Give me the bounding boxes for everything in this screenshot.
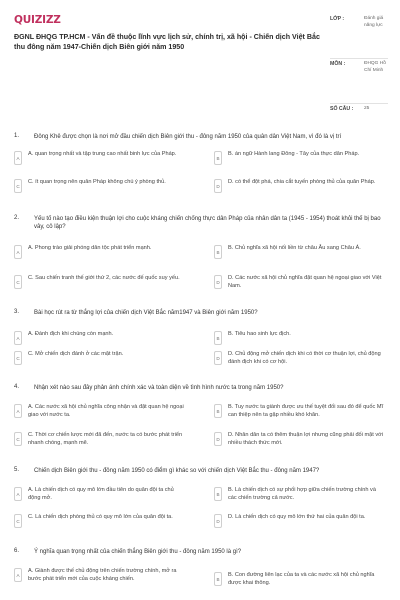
option-letter-box[interactable]: D	[214, 432, 222, 446]
meta-class-value: Đánh giá năng lực	[364, 16, 384, 28]
option-letter-box[interactable]: B	[214, 487, 222, 501]
option-letter-box[interactable]: A	[14, 487, 22, 501]
option-text: C. Mở chiến dịch đánh ở các mặt trận.	[28, 351, 124, 357]
question-number: 2.	[14, 215, 20, 221]
question-text: Nhận xét nào sau đây phản ánh chính xác và toàn diện về tình hình nước ta trong năm 1950?	[34, 385, 284, 391]
option-text: D. Các nước xã hội chủ nghĩa đặt quan hệ ngoại giao với Việt Nam.	[228, 275, 382, 289]
option-text: C. Sau chiến tranh thế giới thứ 2, các nước đế quốc suy yếu.	[28, 275, 180, 281]
question-text: Yếu tố nào tạo điều kiện thuận lợi cho cuộc kháng chiến chống thực dân Pháp của nhân dân ta (1945 - 1954) thoát khỏi thế bị bao vây, cô lập?	[34, 216, 381, 230]
question-text: Chiến dịch Biên giới thu - đông năm 1950 có điểm gì khác so với chiến dịch Việt Bắc thu - đông năm 1947?	[34, 468, 320, 474]
option-text: D. có thể đột phá, chia cắt tuyến phòng thủ của quân Pháp.	[228, 179, 376, 185]
option-text: D. Là chiến dịch có quy mô lớn thứ hai của quân đội ta.	[228, 514, 366, 520]
worksheet-meta	[330, 14, 388, 118]
option-letter-box[interactable]: B	[214, 245, 222, 259]
option-text: A. Là chiến dịch có quy mô lớn đầu tiên do quân đội ta chủ động mở.	[28, 487, 174, 501]
option-letter-box[interactable]: D	[214, 514, 222, 528]
meta-class-row	[330, 14, 388, 59]
option-letter-box[interactable]: A	[14, 151, 22, 165]
question-text: Bài học rút ra từ thắng lợi của chiến dịch Việt Bắc năm1947 và Biên giới năm 1950?	[34, 310, 258, 316]
logo	[14, 14, 61, 26]
option-letter-box[interactable]: C	[14, 514, 22, 528]
option-letter-box[interactable]: A	[14, 331, 22, 345]
option-text: A. Các nước xã hội chủ nghĩa công nhận và đặt quan hệ ngoại giao với nước ta.	[28, 404, 184, 418]
worksheet-title: ĐGNL ĐHQG TP.HCM - Vấn đề thuộc lĩnh vực lịch sử, chính trị, xã hội - Chiến dịch Việt Bắc thu đông năm 1947-Chiến dịch Biên giới năm 1950	[14, 33, 320, 51]
option-text: B. án ngữ Hành lang Đông - Tây của thực dân Pháp.	[228, 151, 360, 157]
option-letter-box[interactable]: B	[214, 404, 222, 418]
option-text: B. Là chiến dịch có sự phối hợp giữa chiến trường chính và các chiến trường cả nước.	[228, 487, 376, 501]
meta-count-value: 25	[364, 106, 370, 111]
option-text: C. ít quan trọng nên quân Pháp không chú ý phòng thủ.	[28, 179, 166, 185]
option-letter-box[interactable]: A	[14, 404, 22, 418]
meta-subject-value: ĐHQG Hồ Chí Minh	[364, 61, 386, 73]
option-text: B. Tiêu hao sinh lực địch.	[228, 331, 291, 337]
meta-subject-row	[330, 59, 388, 104]
option-letter-box[interactable]: D	[214, 179, 222, 193]
question-number: 5.	[14, 467, 20, 473]
option-letter-box[interactable]: C	[14, 275, 22, 289]
option-text: C. Thời cơ chiến lược mới đã đến, nước ta có bước phát triển nhanh chóng, mạnh mẽ.	[28, 432, 183, 446]
logo-text: QUIZIZZ	[14, 14, 61, 26]
option-letter-box[interactable]: C	[14, 351, 22, 365]
question-text: Đông Khê được chọn là nơi mở đầu chiến dịch Biên giới thu - đông năm 1950 của quân dân Việt Nam, vì đó là vị trí	[34, 134, 342, 140]
option-text: D. Chủ động mở chiến dịch khi có thời cơ thuận lợi, chủ động đánh địch khi có cơ hội.	[228, 351, 381, 365]
option-letter-box[interactable]: C	[14, 432, 22, 446]
question-number: 3.	[14, 309, 20, 315]
option-text: A. Đánh địch khi chúng còn mạnh.	[28, 331, 114, 337]
option-letter-box[interactable]: B	[214, 331, 222, 345]
meta-count-label: SỐ CÂU :	[330, 106, 354, 112]
meta-subject-label: MÔN :	[330, 61, 346, 67]
option-text: B. Chủ nghĩa xã hội nối liền từ châu Âu sang Châu Á.	[228, 245, 361, 251]
option-letter-box[interactable]: D	[214, 275, 222, 289]
option-letter-box[interactable]: C	[14, 179, 22, 193]
question-number: 4.	[14, 384, 20, 390]
option-text: D. Nhân dân ta có thêm thuận lợi nhưng cũng phải đối mặt với nhiều thách thức mới.	[228, 432, 384, 446]
option-letter-box[interactable]: D	[214, 351, 222, 365]
option-text: A. quan trọng nhất và tập trung cao nhất binh lực của Pháp.	[28, 151, 177, 157]
option-letter-box[interactable]: A	[14, 245, 22, 259]
question-number: 1.	[14, 133, 20, 139]
option-text: C. Là chiến dịch phòng thủ có quy mô lớn của quân đội ta.	[28, 514, 173, 520]
option-text: B. Tuy nước ta giành được ưu thế tuyệt đối sau đó để quốc Mĩ can thiệp nên ta gặp nhiều khó khăn.	[228, 404, 384, 418]
option-letter-box[interactable]: B	[214, 572, 222, 586]
meta-count-row	[330, 104, 388, 118]
question-text: Ý nghĩa quan trọng nhất của chiến thắng Biên giới thu - đông năm 1950 là gì?	[34, 549, 242, 555]
question-number: 6.	[14, 548, 20, 554]
option-text: A. Giành được thế chủ động trên chiến trường chính, mở ra bước phát triển mới của cuộc kháng chiến.	[28, 568, 177, 582]
meta-class-label: LỚP :	[330, 16, 345, 22]
option-text: A. Phong trào giải phóng dân tộc phát triển mạnh.	[28, 245, 152, 251]
option-letter-box[interactable]: A	[14, 568, 22, 582]
option-letter-box[interactable]: B	[214, 151, 222, 165]
option-text: B. Con đường liên lạc của ta và các nước xã hội chủ nghĩa được khai thông.	[228, 572, 375, 586]
